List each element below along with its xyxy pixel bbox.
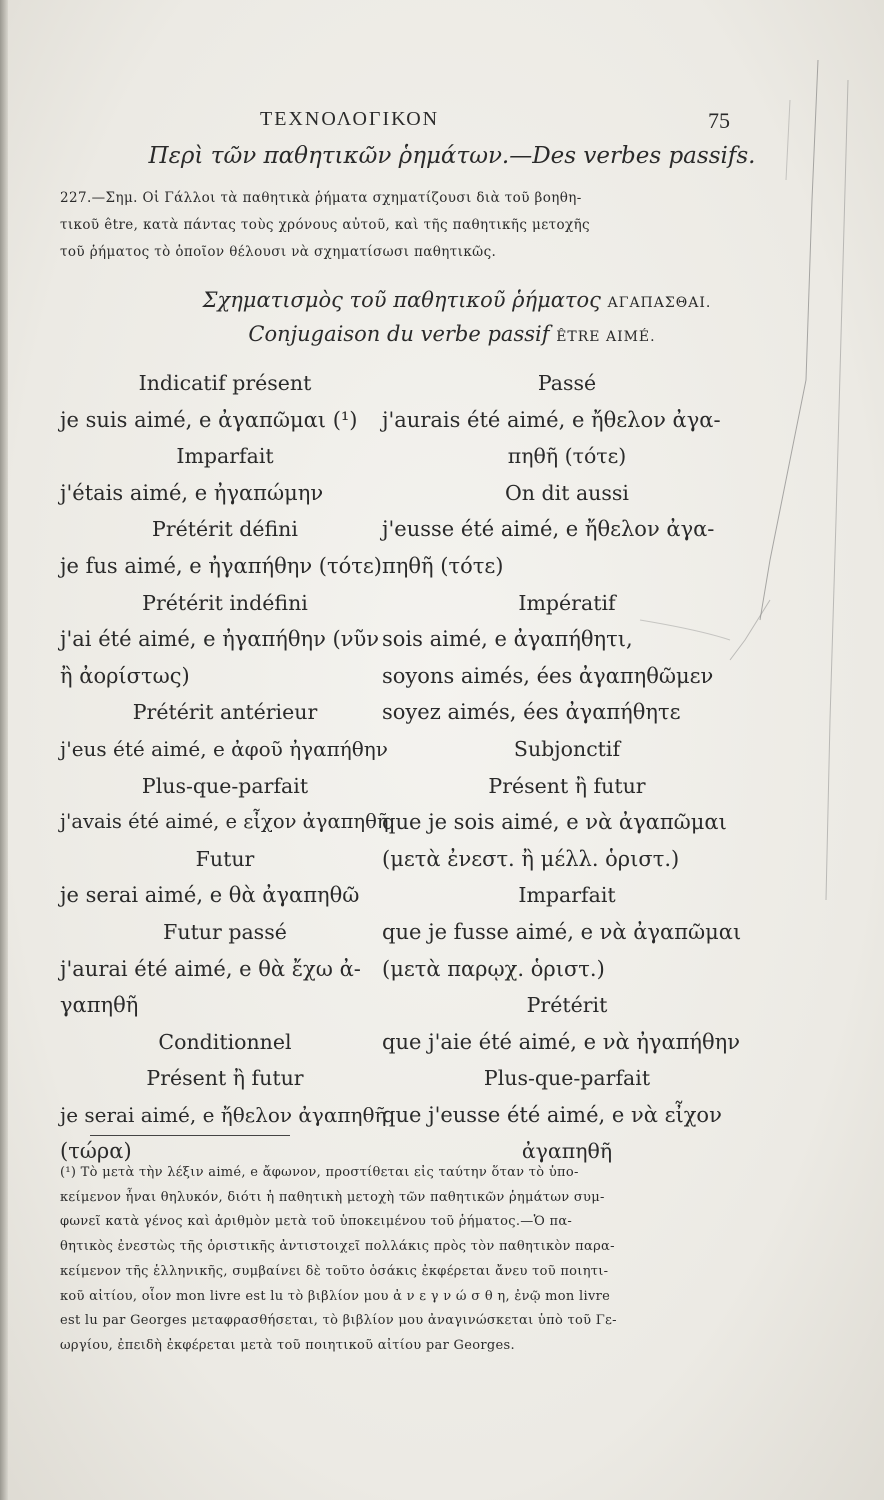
tense-heading: Futur passé <box>163 919 287 944</box>
conjugation-title-greek-text: Σχηματισμὸς τοῦ παθητικοῦ ῥήματος <box>202 288 601 312</box>
conjugation-line: que je sois aimé, e νὰ ἀγαπῶμαι <box>382 810 727 835</box>
conjugation-line: j'aurai été aimé, e θὰ ἔχω ἀ- <box>60 956 361 981</box>
tense-heading: Prétérit <box>526 993 608 1018</box>
intro-line: 227.—Σημ. Οἱ Γάλλοι τὰ παθητικὰ ῥήματα σχηματίζουσι διὰ τοῦ βοηθη- <box>60 190 582 206</box>
conjugation-right-column <box>382 365 752 1170</box>
footnote-line: ωργίου, ἐπειδὴ ἐκφέρεται μετὰ τοῦ ποιητικοῦ αἰτίου par Georges. <box>60 1337 515 1353</box>
tense-heading: On dit aussi <box>505 480 629 505</box>
conjugation-line: j'eusse été aimé, e ἤθελον ἀγα- <box>382 517 715 542</box>
tense-heading: Indicatif présent <box>138 371 312 395</box>
conjugation-line: j'étais aimé, e ἠγαπώμην <box>60 480 324 505</box>
conjugation-line: je suis aimé, e ἀγαπῶμαι (¹) <box>60 407 358 432</box>
conjugation-line: je fus aimé, e ἠγαπήθην (τότε) <box>60 553 382 578</box>
tense-heading: Présent ἢ futur <box>146 1066 304 1091</box>
intro-line: τικοῦ être, κατὰ πάντας τοὺς χρόνους αὐτοῦ, καὶ τῆς παθητικῆς μετοχῆς <box>60 217 591 233</box>
running-head-title: ΤΕΧΝΟΛΟΓΙΚΟΝ <box>260 108 440 130</box>
footnote-line: κείμενον ἦναι θηλυκόν, διότι ἡ παθητικὴ μετοχὴ τῶν παθητικῶν ῥημάτων συμ- <box>60 1189 605 1205</box>
conjugation-line: soyons aimés, ées ἀγαπηθῶμεν <box>382 663 714 688</box>
conjugation-line: (μετὰ ἐνεστ. ἢ μέλλ. ὁριστ.) <box>382 846 680 871</box>
section-title: Περὶ τῶν παθητικῶν ῥημάτων.—Des verbes passifs. <box>148 143 756 169</box>
conjugation-title-greek-verb: ΑΓΑΠΑΣΘΑΙ. <box>607 295 712 311</box>
running-head <box>0 108 884 138</box>
tense-heading: Impératif <box>518 590 616 615</box>
intro-paragraph <box>60 185 750 266</box>
footnote <box>60 1161 750 1359</box>
conjugation-line: ἢ ἀορίστως) <box>60 663 190 688</box>
tense-heading: ἀγαπηθῆ <box>521 1139 613 1164</box>
footnote-line: φωνεῖ κατὰ γένος καὶ ἀριθμὸν μετὰ τοῦ ὑποκειμένου τοῦ ῥήματος.—Ὁ πα- <box>60 1214 573 1230</box>
tense-heading: Conditionnel <box>158 1029 292 1054</box>
footnote-rule <box>90 1135 290 1136</box>
footnote-line: κείμενον τῆς ἑλληνικῆς, συμβαίνει δὲ τοῦτο ὁσάκις ἐκφέρεται ἄνευ τοῦ ποιητι- <box>60 1263 609 1279</box>
footnote-line: est lu par Georges μεταφρασθήσεται, τὸ βιβλίον μου ἀναγινώσκεται ὑπὸ τοῦ Γε- <box>60 1313 617 1329</box>
conjugation-line: j'eus été aimé, e ἀφοῦ ἠγαπήθην <box>60 736 388 761</box>
footnote-line: θητικὸς ἐνεστὼς τῆς ὁριστικῆς ἀντιστοιχεῖ πολλάκις πρὸς τὸν παθητικὸν παρα- <box>60 1239 615 1255</box>
conjugation-line: (μετὰ παρῳχ. ὁριστ.) <box>382 956 605 981</box>
conjugation-line: j'avais été aimé, e εἶχον ἀγαπηθῆ <box>60 810 389 834</box>
conjugation-line: j'ai été aimé, e ἠγαπήθην (νῦν <box>60 627 380 652</box>
tense-heading: Imparfait <box>518 883 616 908</box>
tense-heading: Futur <box>195 846 255 871</box>
tense-heading: Prétérit antérieur <box>132 700 318 725</box>
conjugation-title-french <box>0 322 884 346</box>
conjugation-title-french-verb: ÊTRE AIMÉ. <box>556 329 656 345</box>
conjugation-line: soyez aimés, ées ἀγαπήθητε <box>382 700 681 725</box>
tense-heading: Subjonctif <box>513 736 621 761</box>
conjugation-line: que je fusse aimé, e νὰ ἀγαπῶμαι <box>382 919 742 944</box>
conjugation-title-french-text: Conjugaison du verbe passif <box>248 322 550 346</box>
conjugation-line: γαπηθῆ <box>60 993 139 1018</box>
page-number: 75 <box>708 108 730 133</box>
footnote-line: κοῦ αἰτίου, οἷον mon livre est lu τὸ βιβλίον μου ἀ ν ε γ ν ώ σ θ η, ἐνῷ mon livre <box>60 1288 611 1304</box>
conjugation-left-column <box>60 365 390 1170</box>
conjugation-line: que j'eusse été aimé, e νὰ εἶχον <box>382 1102 722 1127</box>
conjugation-line: j'aurais été aimé, e ἤθελον ἀγα- <box>382 407 721 432</box>
conjugation-line: que j'aie été aimé, e νὰ ἠγαπήθην <box>382 1029 741 1054</box>
tense-heading: Plus-que-parfait <box>141 773 309 798</box>
conjugation-title-greek <box>0 288 884 312</box>
tense-heading: Passé <box>537 371 597 395</box>
conjugation-line: je serai aimé, e θὰ ἀγαπηθῶ <box>60 883 360 908</box>
tense-heading: Plus-que-parfait <box>483 1066 651 1091</box>
conjugation-line: (τώρα) <box>60 1139 132 1164</box>
tense-heading: Prétérit défini <box>152 517 298 542</box>
conjugation-line: πηθῆ (τότε) <box>382 553 504 578</box>
conjugation-line: sois aimé, e ἀγαπήθητι, <box>382 627 633 652</box>
footnote-line: (¹) Τὸ μετὰ τὴν λέξιν aimé, e ἄφωνον, προστίθεται εἰς ταύτην ὅταν τὸ ὑπο- <box>60 1165 579 1180</box>
tense-heading: Imparfait <box>176 444 274 469</box>
intro-line: τοῦ ῥήματος τὸ ὁποῖον θέλουσι νὰ σχηματίσωσι παθητικῶς. <box>60 244 497 260</box>
tense-heading: πηθῆ (τότε) <box>507 444 627 469</box>
conjugation-line: je serai aimé, e ἤθελον ἀγαπηθῆ <box>60 1102 387 1127</box>
tense-heading: Présent ἢ futur <box>488 773 646 798</box>
tense-heading: Prétérit indéfini <box>142 590 308 615</box>
